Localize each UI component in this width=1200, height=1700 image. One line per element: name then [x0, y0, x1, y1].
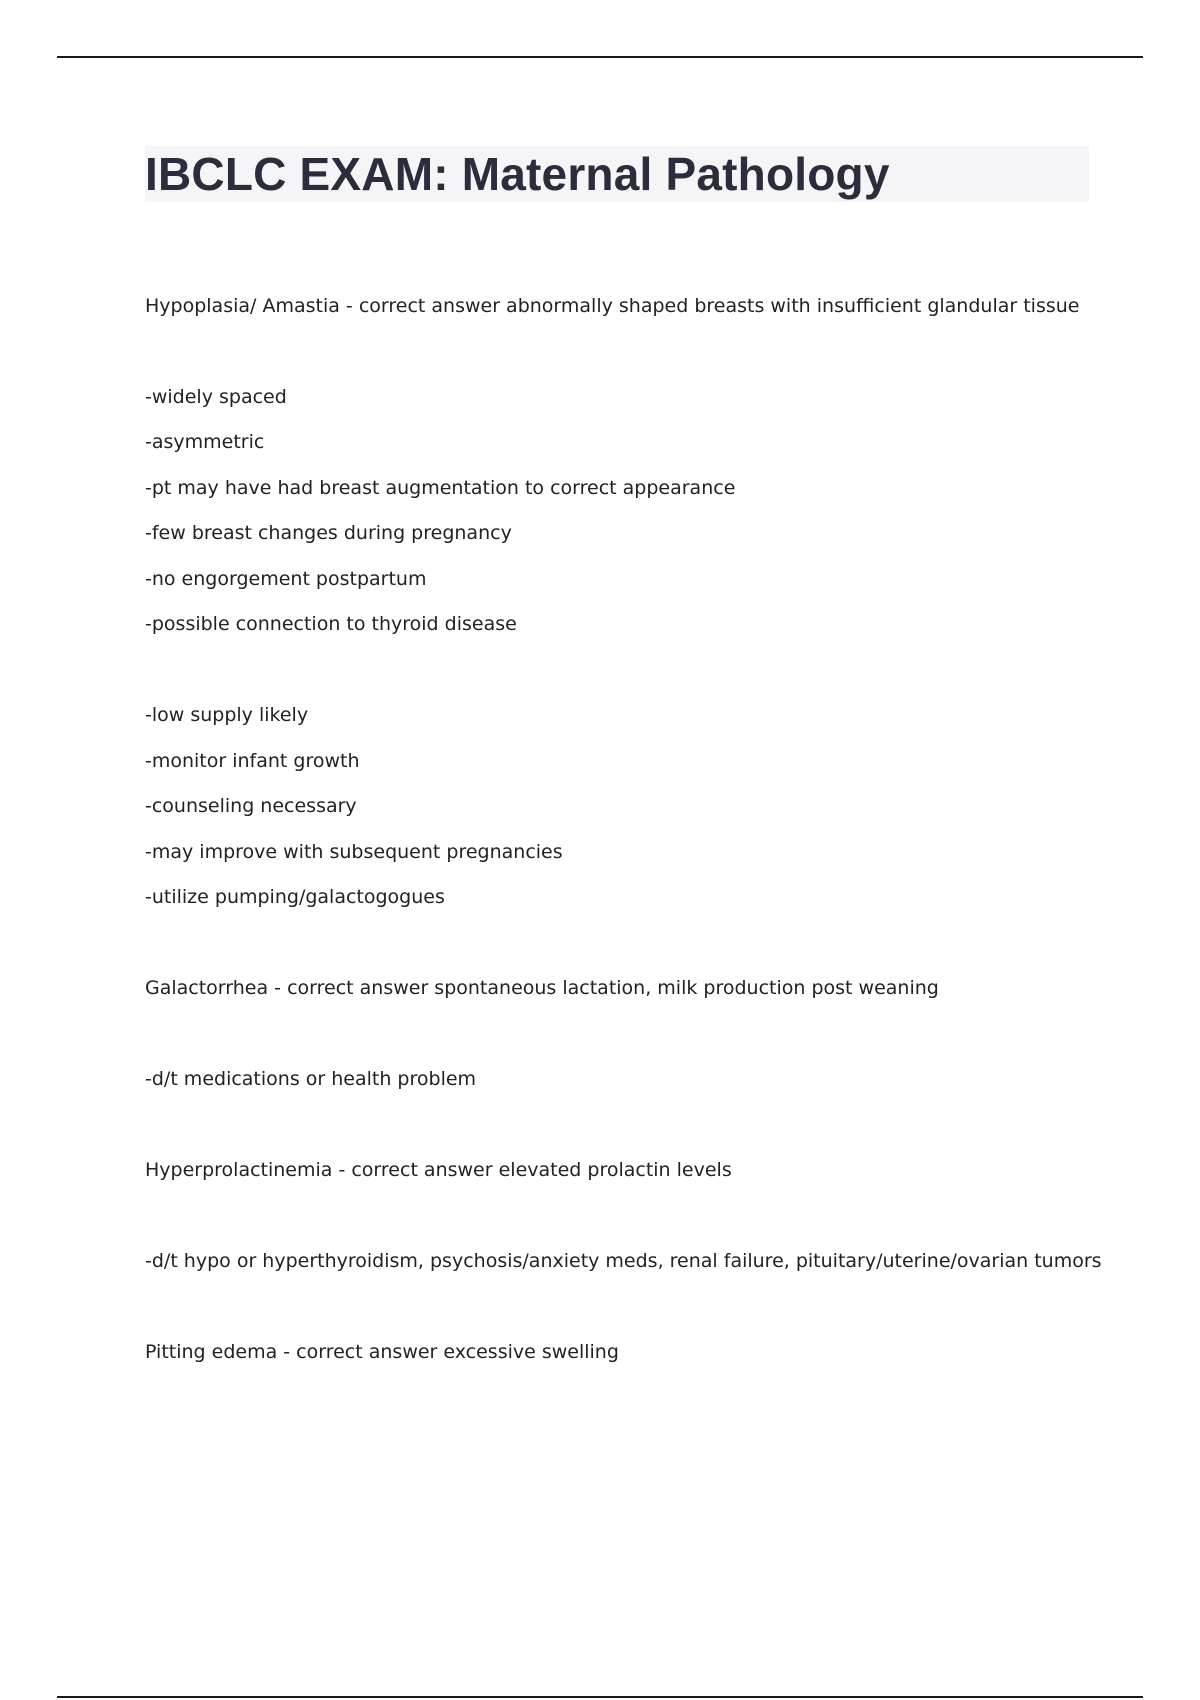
- list-item: -few breast changes during pregnancy: [145, 522, 512, 544]
- list-item: -monitor infant growth: [145, 750, 360, 772]
- bottom-rule: [57, 1696, 1143, 1698]
- list-item: -d/t hypo or hyperthyroidism, psychosis/anxiety meds, renal failure, pituitary/uterine/ovarian tumors: [145, 1250, 1102, 1272]
- list-item: -counseling necessary: [145, 795, 357, 817]
- list-item: -widely spaced: [145, 386, 287, 408]
- list-item: -utilize pumping/galactogogues: [145, 886, 445, 908]
- list-item: -no engorgement postpartum: [145, 568, 427, 590]
- list-item: -asymmetric: [145, 431, 265, 453]
- list-item: -pt may have had breast augmentation to correct appearance: [145, 477, 736, 499]
- definition-galactorrhea: Galactorrhea - correct answer spontaneous lactation, milk production post weaning: [145, 977, 939, 999]
- top-rule: [57, 56, 1143, 58]
- list-item: -low supply likely: [145, 704, 309, 726]
- list-item: -may improve with subsequent pregnancies: [145, 841, 563, 863]
- document-title: IBCLC EXAM: Maternal Pathology: [145, 148, 890, 200]
- definition-hyperprolactinemia: Hyperprolactinemia - correct answer elevated prolactin levels: [145, 1159, 732, 1181]
- list-item: -possible connection to thyroid disease: [145, 613, 517, 635]
- definition-pitting-edema: Pitting edema - correct answer excessive swelling: [145, 1341, 619, 1363]
- definition-hypoplasia: Hypoplasia/ Amastia - correct answer abnormally shaped breasts with insufficient glandular tissue: [145, 295, 1080, 317]
- list-item: -d/t medications or health problem: [145, 1068, 477, 1090]
